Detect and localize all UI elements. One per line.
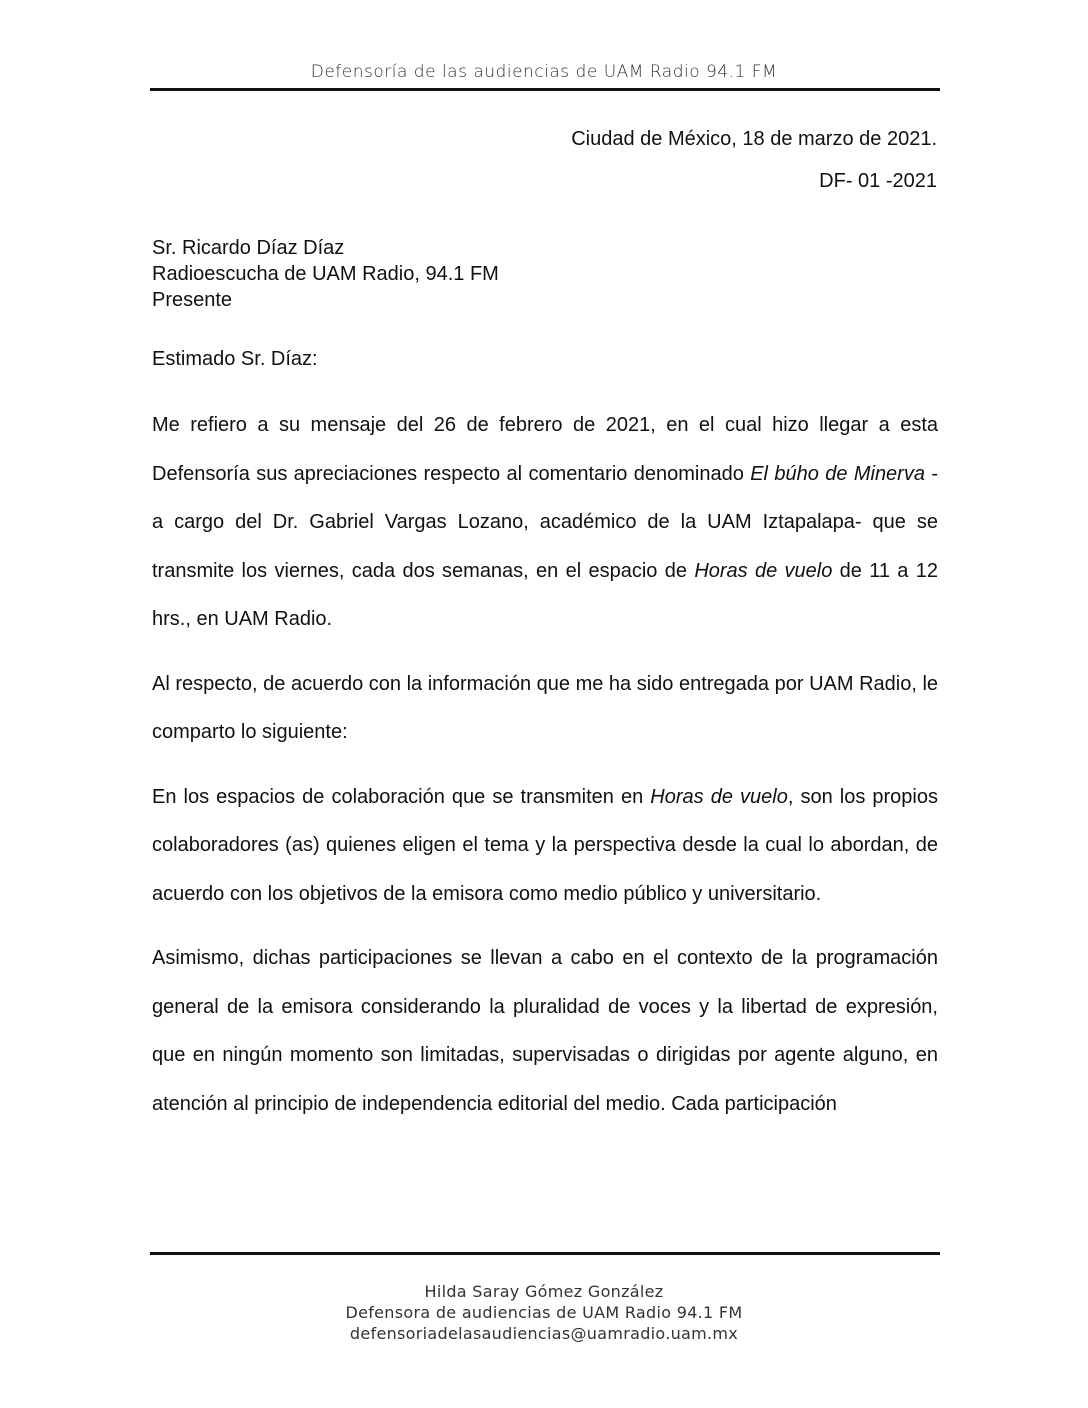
letter-date: Ciudad de México, 18 de marzo de 2021.: [571, 128, 937, 150]
letter-body: [152, 401, 938, 1144]
p3-text-a: En los espacios de colaboración que se transmiten en: [152, 785, 651, 808]
footer-title: Defensora de audiencias de UAM Radio 94.1 FM: [345, 1303, 743, 1322]
recipient-block: [152, 235, 499, 313]
footer-name: Hilda Saray Gómez González: [424, 1282, 664, 1301]
recipient-name: Sr. Ricardo Díaz Díaz: [152, 237, 345, 259]
p3-text-c: , son los propios colaboradores (as) quienes eligen el tema y la perspectiva desde la cual lo abordan, de acuerdo con los objetivos de la emisora como medio público y universitario.: [152, 785, 938, 905]
p1-text-e: de 11 a 12 hrs., en UAM Radio.: [152, 559, 938, 630]
recipient-presente: Presente: [152, 289, 233, 311]
paragraph-3: [152, 773, 938, 919]
p1-program-title: El búho de Minerva: [750, 462, 925, 485]
recipient-role: Radioescucha de UAM Radio, 94.1 FM: [152, 263, 499, 285]
paragraph-1: [152, 401, 938, 644]
salutation: Estimado Sr. Díaz:: [152, 348, 318, 370]
header-divider: [150, 88, 940, 91]
footer-email: defensoriadelasaudiencias@uamradio.uam.mx: [349, 1324, 739, 1343]
paragraph-2: Al respecto, de acuerdo con la información que me ha sido entregada por UAM Radio, le comparto lo siguiente:: [152, 672, 939, 743]
p1-text-a: Me refiero a su mensaje del 26 de febrero de 2021, en el cual hizo llegar a esta Defensoría sus apreciaciones respecto al comentario denominado: [152, 414, 938, 485]
letter-reference: DF- 01 -2021: [819, 170, 937, 192]
p3-show-title: Horas de vuelo: [650, 785, 788, 808]
p1-text-c: -a cargo del Dr. Gabriel Vargas Lozano, académico de la UAM Iztapalapa- que se transmite los viernes, cada dos semanas, en el espacio de: [152, 462, 938, 582]
paragraph-4: Asimismo, dichas participaciones se llevan a cabo en el contexto de la programación general de la emisora considerando la pluralidad de voces y la libertad de expresión, que en ningún momento son limitadas, supervisadas o dirigidas por agente alguno, en atención al principio de independencia editorial del medio. Cada participación: [152, 947, 938, 1115]
footer-block: [0, 1281, 1088, 1344]
p1-show-title: Horas de vuelo: [694, 559, 833, 582]
footer-divider: [150, 1252, 940, 1255]
page-header-title: Defensoría de las audiencias de UAM Radio 94.1 FM: [310, 62, 778, 82]
